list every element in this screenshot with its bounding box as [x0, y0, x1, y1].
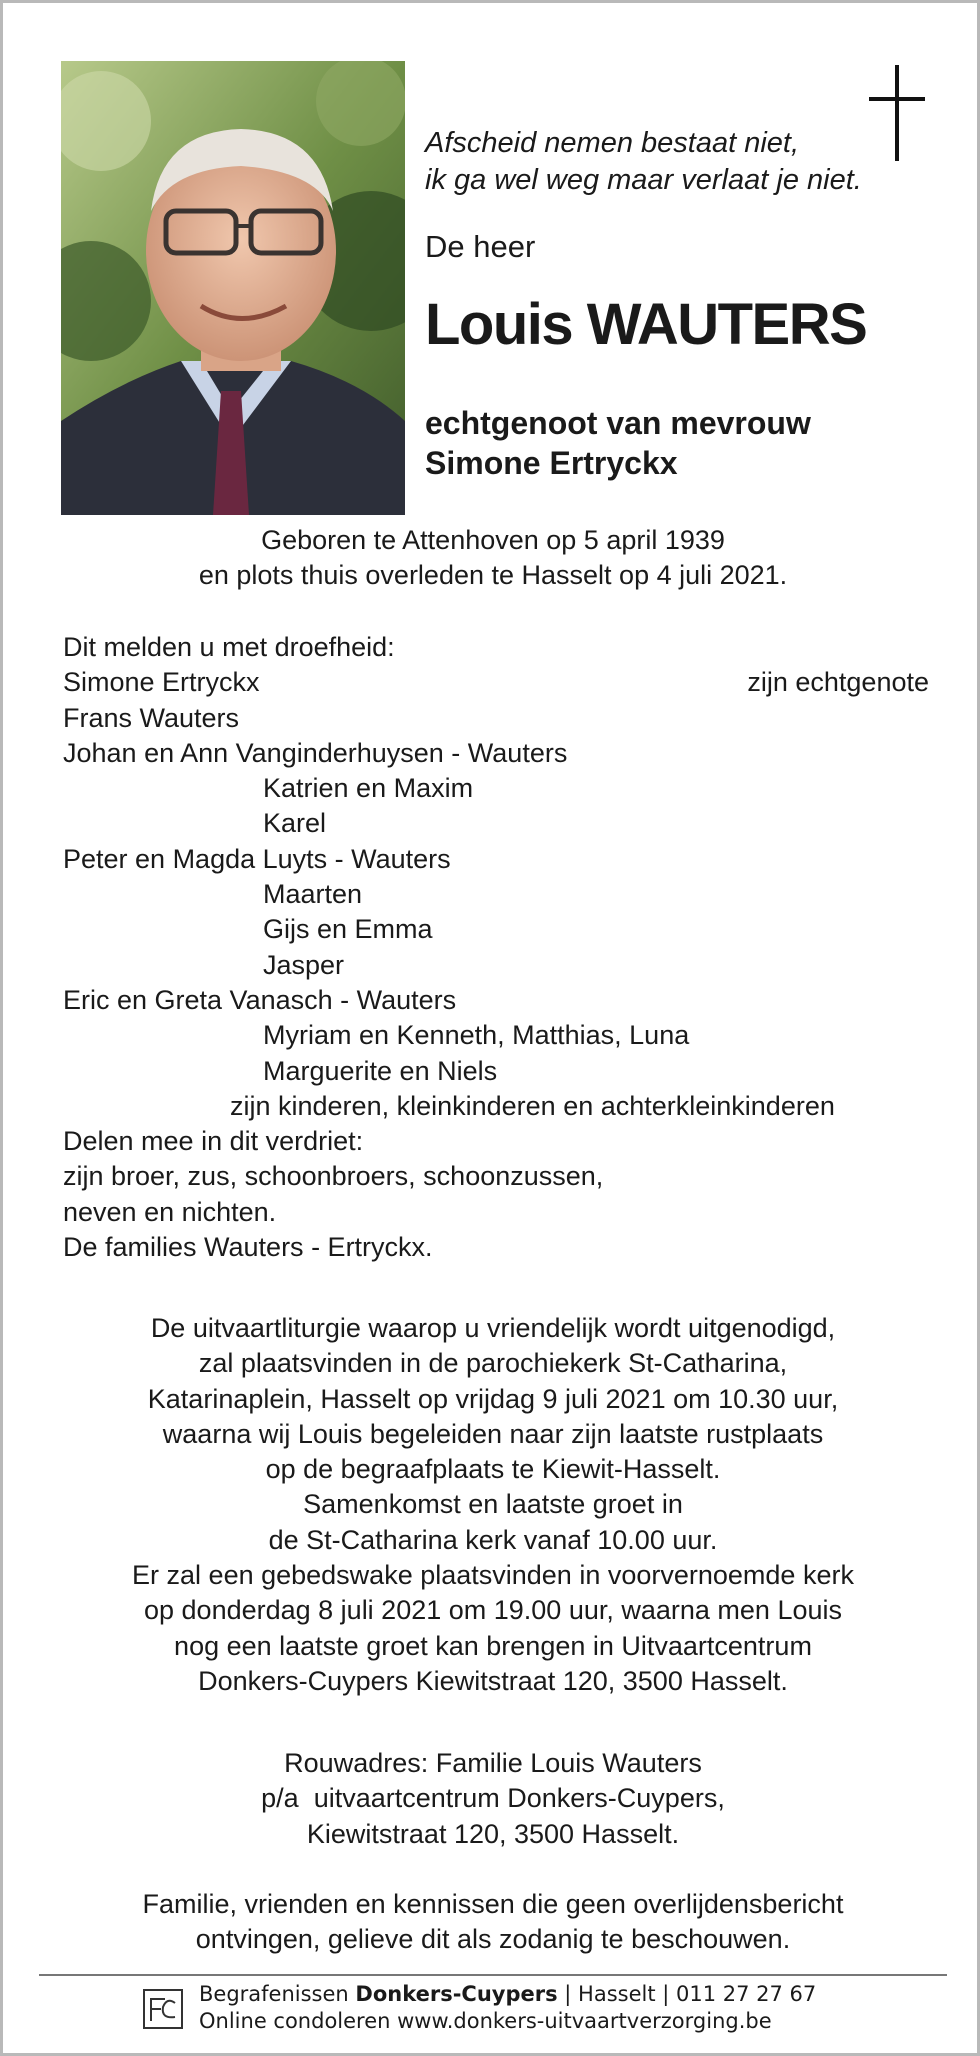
portrait-photo: [61, 61, 405, 515]
address-line: p/a uitvaartcentrum Donkers-Cuypers,: [261, 1783, 725, 1814]
share-intro: Delen mee in dit verdriet:: [63, 1126, 364, 1157]
mourner-row: Johan en Ann Vanginderhuysen - Wauters: [63, 737, 568, 768]
closing-line: ontvingen, gelieve dit als zodanig te beschouwen.: [195, 1924, 791, 1955]
mourner-row: Frans Wauters: [63, 702, 240, 733]
mourner-grandchild-row: Jasper: [263, 949, 345, 980]
mourner-row: Eric en Greta Vanasch - Wauters: [63, 984, 457, 1015]
share-line-1: zijn broer, zus, schoonbroers, schoonzussen,: [63, 1161, 604, 1192]
footer: [199, 1981, 816, 2035]
motto-line-1: Afscheid nemen bestaat niet,: [425, 127, 800, 159]
mourner-grandchild-row: Gijs en Emma: [263, 914, 433, 945]
liturgy-line: nog een laatste groet kan brengen in Uitvaartcentrum: [174, 1630, 812, 1661]
liturgy-line: Donkers-Cuypers Kiewitstraat 120, 3500 Hasselt.: [198, 1665, 788, 1696]
birth-line: Geboren te Attenhoven op 5 april 1939: [261, 525, 725, 555]
portrait-image: [61, 61, 405, 515]
spouse-line-2: Simone Ertryckx: [425, 445, 678, 481]
footer-online-condolences[interactable]: Online condoleren www.donkers-uitvaartverzorging.be: [199, 2009, 772, 2033]
mourner-row: Peter en Magda Luyts - Wauters: [63, 843, 451, 874]
mourner-grandchild-row: Myriam en Kenneth, Matthias, Luna: [263, 1020, 690, 1051]
motto: [425, 125, 945, 199]
footer-divider: [39, 1974, 947, 1976]
mourner-grandchild-row: Marguerite en Niels: [263, 1055, 498, 1086]
footer-company-line: [199, 1981, 816, 2008]
spouse-info: [425, 403, 811, 483]
mourners-intro: Dit melden u met droefheid:: [63, 632, 395, 662]
address-line: Kiewitstraat 120, 3500 Hasselt.: [306, 1818, 680, 1849]
deceased-name: Louis WAUTERS: [425, 292, 867, 357]
liturgy-line: waarna wij Louis begeleiden naar zijn laatste rustplaats: [162, 1418, 824, 1449]
footer-prefix: Begrafenissen: [199, 1982, 356, 2006]
liturgy-line: zal plaatsvinden in de parochiekerk St-Catharina,: [198, 1348, 788, 1379]
mourners-list: [63, 630, 929, 1265]
birth-death-info: [3, 523, 980, 593]
liturgy-line: Katarinaplein, Hasselt op vrijdag 9 juli 2021 om 10.30 uur,: [147, 1383, 839, 1414]
mourner-spouse-name: Simone Ertryckx: [63, 667, 260, 698]
liturgy-line: Er zal een gebedswake plaatsvinden in voorvernoemde kerk: [132, 1560, 854, 1591]
share-line-2: neven en nichten.: [63, 1196, 277, 1227]
mourner-spouse-row: [63, 665, 929, 700]
death-line: en plots thuis overleden te Hasselt op 4 juli 2021.: [198, 560, 788, 590]
liturgy-line: op de begraafplaats te Kiewit-Hasselt.: [265, 1454, 721, 1485]
funeral-home-logo-icon: [143, 1989, 183, 2029]
families-line: De families Wauters - Ertryckx.: [63, 1232, 433, 1263]
address-line: Rouwadres: Familie Louis Wauters: [284, 1748, 702, 1778]
closing-line: Familie, vrienden en kennissen die geen overlijdensbericht: [142, 1889, 844, 1919]
mourning-address: [3, 1746, 980, 1852]
liturgy-line: de St-Catharina kerk vanaf 10.00 uur.: [268, 1524, 718, 1555]
liturgy-line: De uitvaartliturgie waarop u vriendelijk wordt uitgenodigd,: [150, 1313, 836, 1343]
footer-company: Donkers-Cuypers: [355, 1982, 558, 2006]
children-label: zijn kinderen, kleinkinderen en achterkleinkinderen: [230, 1090, 835, 1121]
name-prefix: De heer: [425, 229, 536, 264]
mourner-grandchild-row: Katrien en Maxim: [263, 773, 474, 804]
liturgy-line: op donderdag 8 juli 2021 om 19.00 uur, waarna men Louis: [144, 1595, 842, 1626]
spouse-line-1: echtgenoot van mevrouw: [425, 405, 811, 441]
liturgy-info: [3, 1311, 980, 1699]
liturgy-line: Samenkomst en laatste groet in: [303, 1489, 683, 1520]
mourner-grandchild-row: Karel: [263, 808, 327, 839]
footer-contact: | Hasselt | 011 27 27 67: [557, 1982, 817, 2006]
mourner-grandchild-row: Maarten: [263, 879, 363, 910]
closing-note: [3, 1887, 980, 1958]
mourner-spouse-relation: zijn echtgenote: [747, 667, 929, 698]
motto-line-2: ik ga wel weg maar verlaat je niet.: [425, 164, 862, 196]
